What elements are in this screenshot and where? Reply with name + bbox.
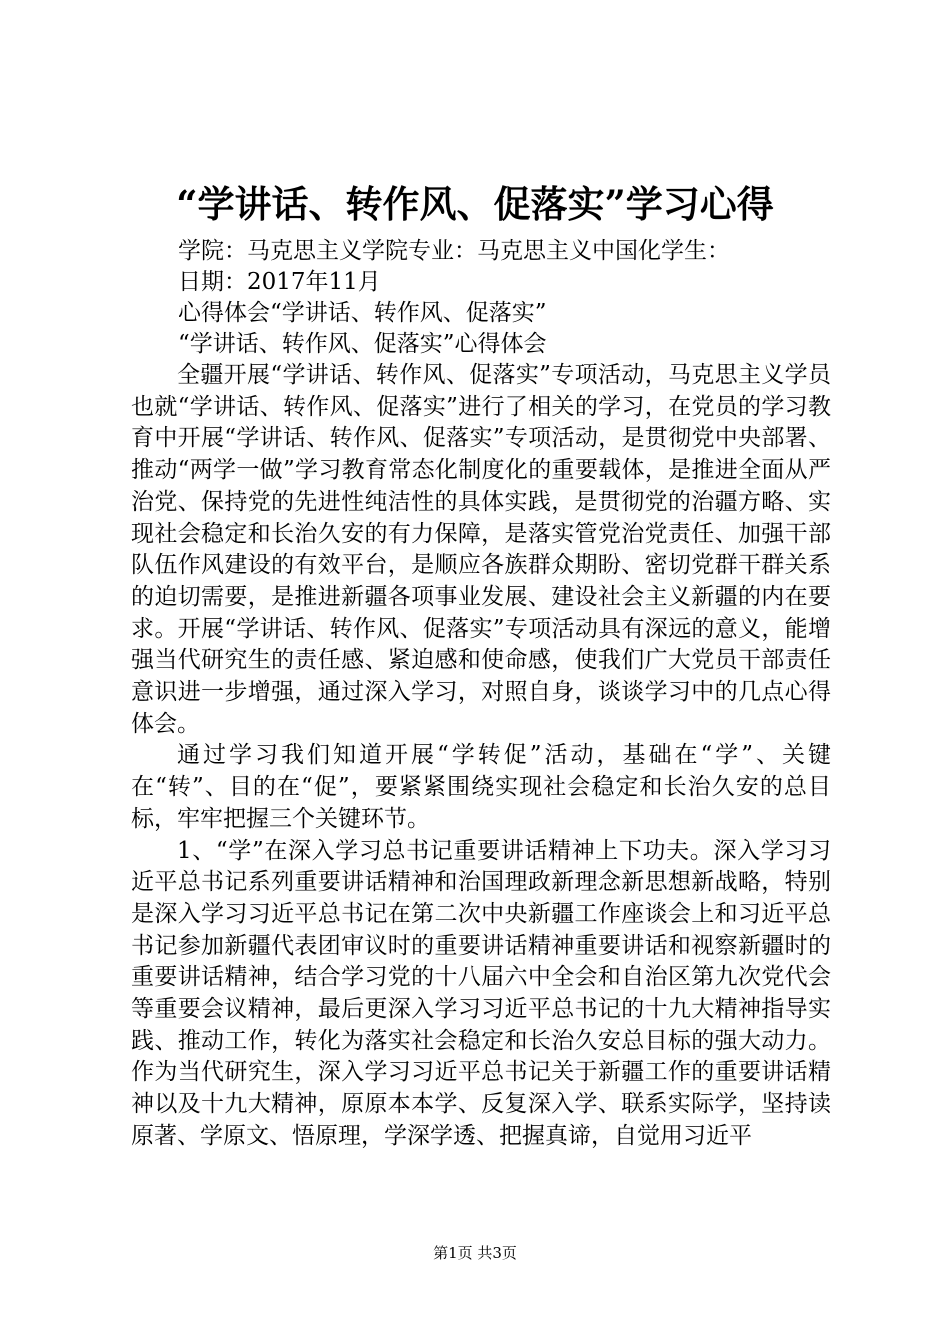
page-number-footer: 第1页 共3页 [433,1244,517,1262]
body-paragraph: 通过学习我们知道开展“学转促”活动，基础在“学”、关键在“转”、目的在“促”，要紧紧围绕实现社会稳定和长治久安的总目标，牢牢把握三个关键环节。 [131,742,831,832]
document-body [131,360,831,1153]
meta-college-line: 学院：马克思主义学院专业：马克思主义中国化学生： [178,238,730,264]
meta-date-line: 日期：2017年11月 [178,269,381,295]
body-paragraph: 全疆开展“学讲话、转作风、促落实”专项活动，马克思主义学员也就“学讲话、转作风、促落实”进行了相关的学习，在党员的学习教育中开展“学讲话、转作风、促落实”专项活动，是贯彻党中央部署、推动“两学一做”学习教育常态化制度化的重要载体，是推进全面从严治党、保持党的先进性纯洁性的具体实践，是贯彻党的治疆方略、实现社会稳定和长治久安的有力保障，是落实管党治党责任、加强干部队伍作风建设的有效平台，是顺应各族群众期盼、密切党群干群关系的迫切需要，是推进新疆各项事业发展、建设社会主义新疆的内在要求。开展“学讲话、转作风、促落实”专项活动具有深远的意义，能增强当代研究生的责任感、紧迫感和使命感，使我们广大党员干部责任意识进一步增强，通过深入学习，对照自身，谈谈学习中的几点心得体会。 [131,362,831,737]
meta-heading-line: “学讲话、转作风、促落实”心得体会 [178,331,547,357]
document-title: “学讲话、转作风、促落实”学习心得 [176,182,774,226]
body-paragraph: 1、“学”在深入学习总书记重要讲话精神上下功夫。深入学习习近平总书记系列重要讲话精神和治国理政新理念新思想新战略，特别是深入学习习近平总书记在第二次中央新疆工作座谈会上和习近平总书记参加新疆代表团审议时的重要讲话精神重要讲话和视察新疆时的重要讲话精神，结合学习党的十八届六中全会和自治区第九次党代会等重要会议精神，最后更深入学习习近平总书记的十九大精神指导实践、推动工作，转化为落实社会稳定和长治久安总目标的强大动力。作为当代研究生，深入学习习近平总书记关于新疆工作的重要讲话精神以及十九大精神，原原本本学、反复深入学、联系实际学，坚持读原著、学原文、悟原理，学深学透、把握真谛，自觉用习近平 [131,837,831,1149]
meta-subtitle-line: 心得体会“学讲话、转作风、促落实” [178,300,547,326]
